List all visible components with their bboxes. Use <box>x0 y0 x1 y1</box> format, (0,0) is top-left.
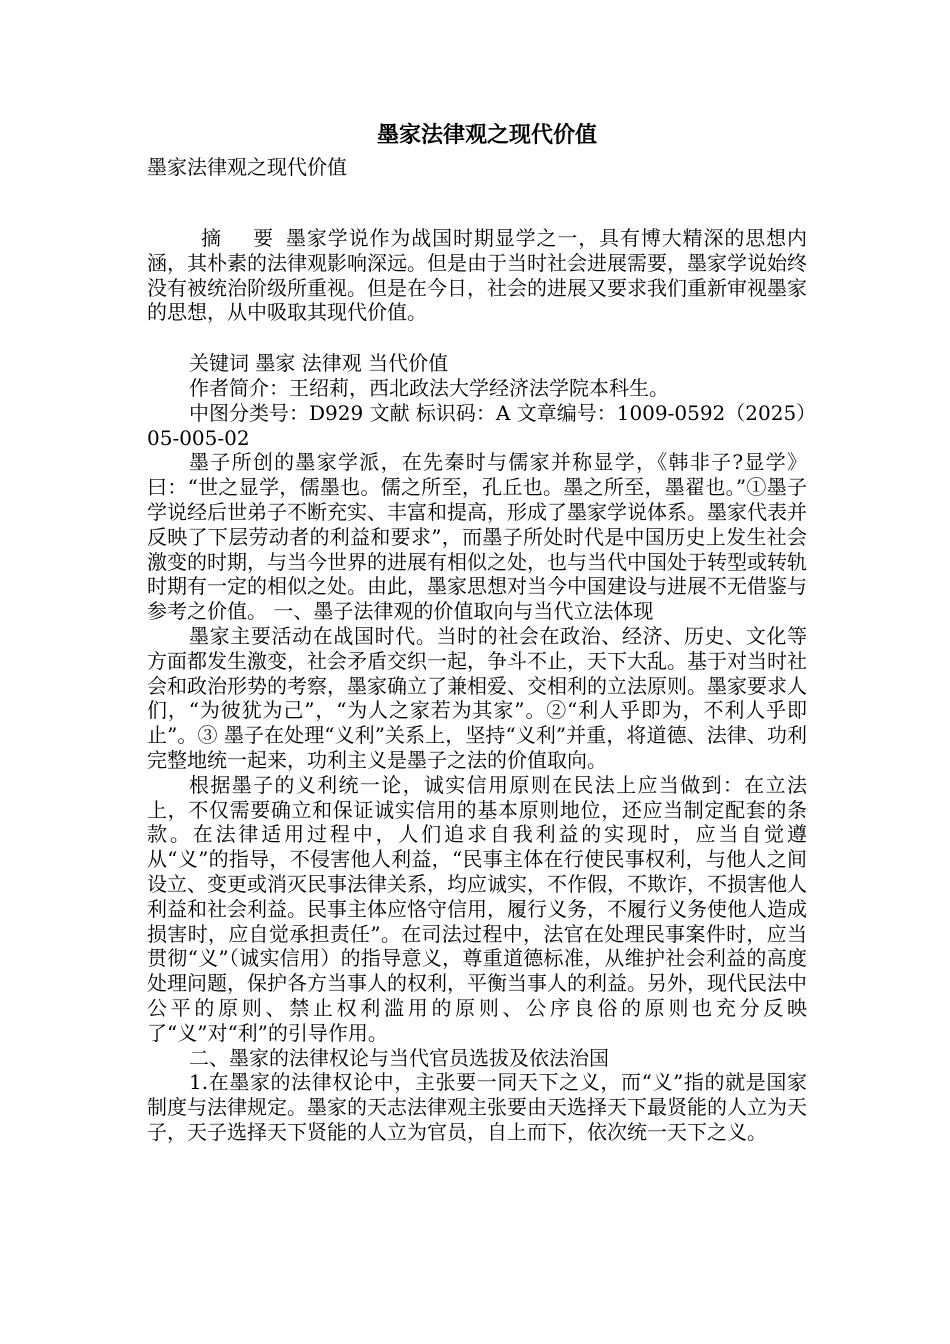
body-paragraph: 1.在墨家的法律权论中，主张要一同天下之义，而“义”指的就是国家制度与法律规定。墨家的天志法律观主张要由天选择天下最贤能的人立为天子，天子选择天下贤能的人立为官员，自上而下，依次统一天下之义。 <box>147 1070 807 1144</box>
author-bio: 作者简介：王绍莉，西北政法大学经济法学院本科生。 <box>189 375 669 400</box>
keywords: 关键词 墨家 法律观 当代价值 <box>189 351 449 376</box>
document-page <box>147 118 807 1145</box>
section-heading: 二、墨家的法律权论与当代官员选拔及依法治国 <box>189 1045 609 1070</box>
abstract-label: 摘 要 <box>201 226 286 250</box>
abstract <box>147 226 807 325</box>
body-paragraph: 墨家主要活动在战国时代。当时的社会在政治、经济、历史、文化等方面都发生激变，社会矛盾交织一起，争斗不止，天下大乱。基于对当时社会和政治形势的考察，墨家确立了兼相爱、交相利的立法原则。墨家要求人们，“为彼犹为己”，“为人之家若为其家”。②“利人乎即为，不利人乎即止”。③ 墨子在处理“义利”关系上，坚持“义利”并重，将道德、法律、功利完整地统一起来，功利主义是墨子之法的价值取向。 <box>147 623 807 772</box>
classification-info: 中图分类号：D929 文献 标识码：A 文章编号：1009-0592（2025）05-005-02 <box>147 400 807 450</box>
body-paragraph: 根据墨子的义利统一论，诚实信用原则在民法上应当做到：在立法上，不仅需要确立和保证诚实信用的基本原则地位，还应当制定配套的条款。在法律适用过程中，人们追求自我利益的实现时，应当自觉遵从“义”的指导，不侵害他人利益，“民事主体在行使民事权利，与他人之间设立、变更或消灭民事法律关系，均应诚实，不作假，不欺诈，不损害他人利益和社会利益。民事主体应恪守信用，履行义务，不履行义务使他人造成损害时，应自觉承担责任”。在司法过程中，法官在处理民事案件时，应当贯彻“义”（诚实信用）的指导意义，尊重道德标准，从维护社会利益的高度处理问题，保护各方当事人的权利，平衡当事人的利益。另外，现代民法中公平的原则、禁止权利滥用的原则、公序良俗的原则也充分反映了“义”对“利”的引导作用。 <box>147 772 807 1045</box>
document-subtitle: 墨家法律观之现代价值 <box>147 155 347 179</box>
document-title: 墨家法律观之现代价值 <box>376 122 597 148</box>
metadata-block <box>147 351 807 450</box>
body-paragraph: 墨子所创的墨家学派，在先秦时与儒家并称显学，《韩非子?显学》曰：“世之显学，儒墨也。儒之所至，孔丘也。墨之所至，墨翟也。”①墨子学说经后世弟子不断充实、丰富和提高，形成了墨家学说体系。墨家代表并反映了下层劳动者的利益和要求”，而墨子所处时代是中国历史上发生社会激变的时期，与当今世界的进展有相似之处，也与当代中国处于转型或转轨时期有一定的相似之处。由此，墨家思想对当今中国建设与进展不无借鉴与参考之价值。 一、墨子法律观的价值取向与当代立法体现 <box>147 450 807 624</box>
abstract-text: 墨家学说作为战国时期显学之一，具有博大精深的思想内涵，其朴素的法律观影响深远。但是由于当时社会进展需要，墨家学说始终没有被统治阶级所重视。但是在今日，社会的进展又要求我们重新审视墨家的思想，从中吸取其现代价值。 <box>147 226 807 325</box>
